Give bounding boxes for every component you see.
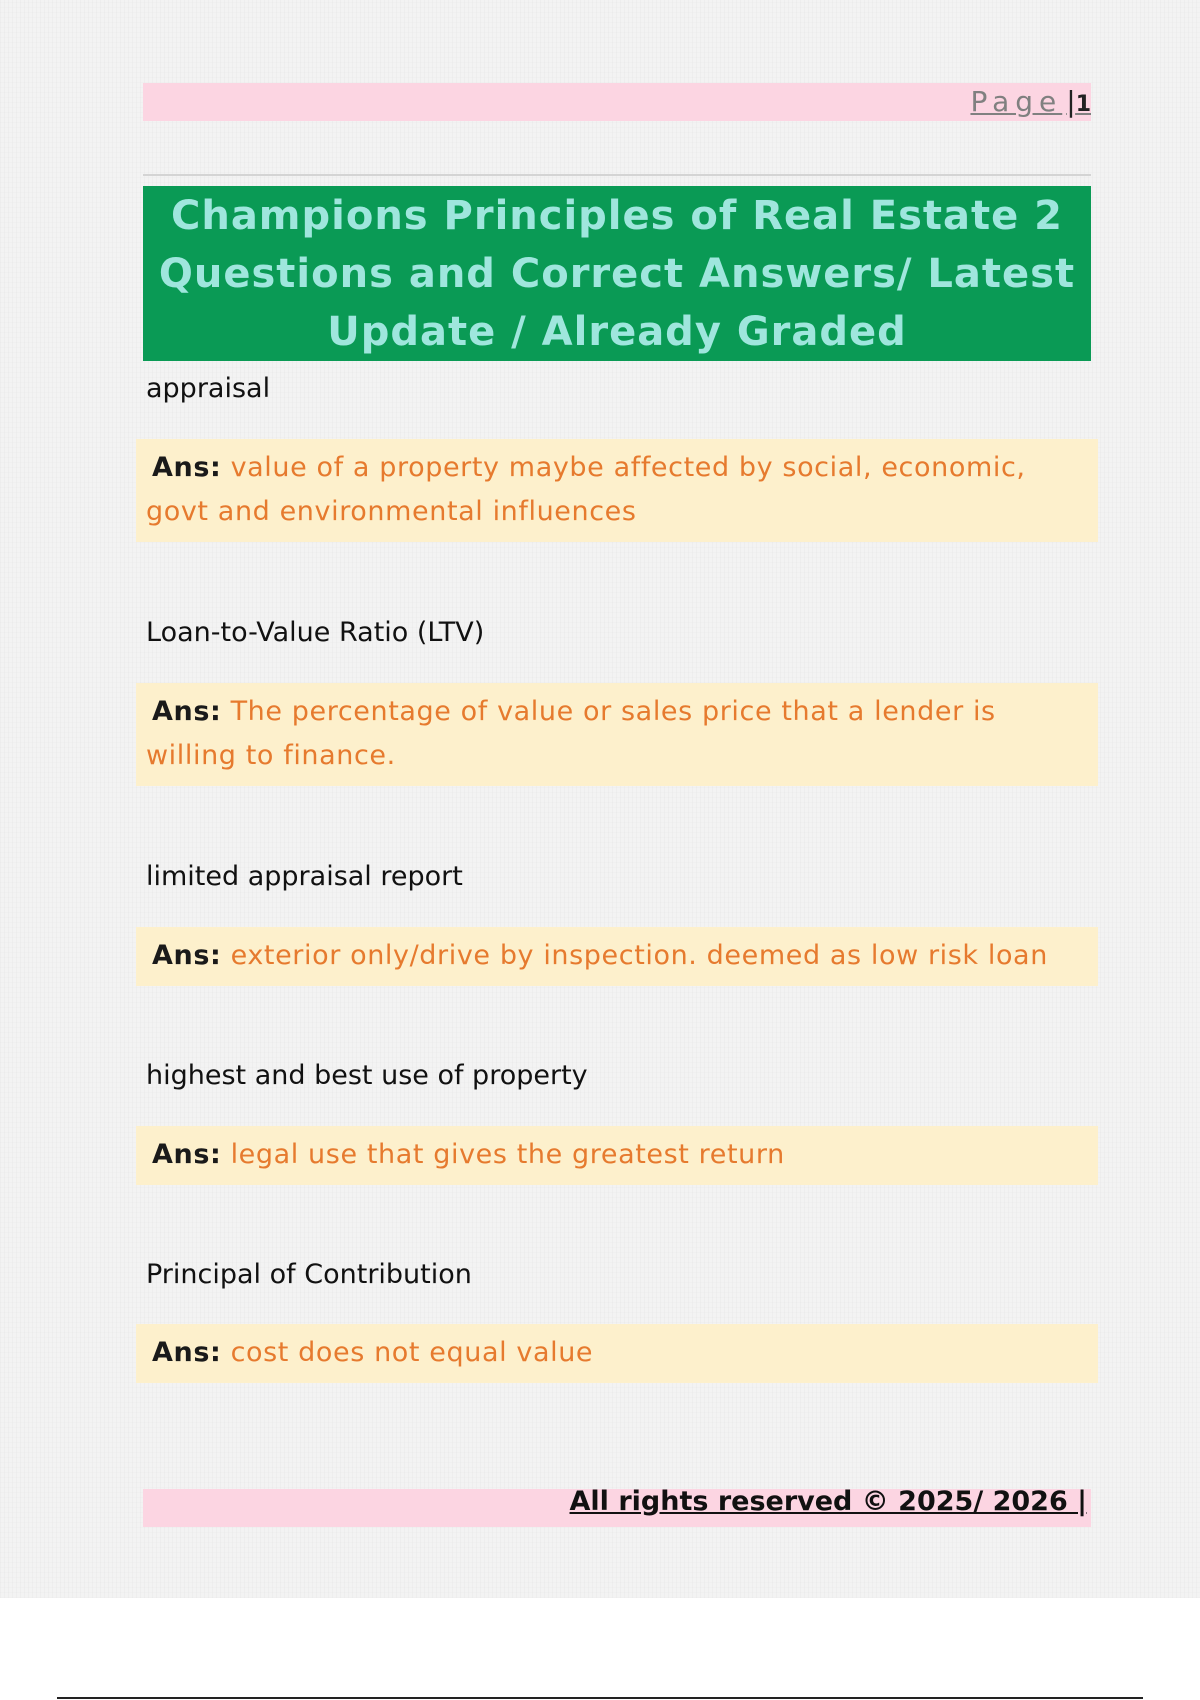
page-header-band [143, 83, 1091, 121]
page-footer-band [143, 1486, 1091, 1527]
question-text: Principal of Contribution [146, 1259, 472, 1290]
question-text: limited appraisal report [146, 861, 463, 892]
answer-text: legal use that gives the greatest return [230, 1139, 785, 1170]
question-text: appraisal [146, 373, 271, 404]
answer-box [136, 439, 1098, 542]
question-text: highest and best use of property [146, 1060, 588, 1091]
answer-box [136, 1324, 1098, 1383]
answer-text: value of a property maybe affected by social, economic, govt and environmental influences [146, 452, 1026, 527]
title-banner [143, 186, 1091, 361]
document-title: Champions Principles of Real Estate 2 Questions and Correct Answers/ Latest Update / Already Graded [158, 192, 1076, 355]
answer-label: Ans: [152, 452, 222, 483]
copyright-notice: All rights reserved © 2025/ 2026 | [569, 1486, 1087, 1517]
answer-label: Ans: [152, 1139, 222, 1170]
answer-box [136, 683, 1098, 786]
answer-box [136, 1126, 1098, 1185]
answer-text: cost does not equal value [230, 1337, 594, 1368]
bottom-divider [57, 1697, 1143, 1699]
page-separator: | [1066, 85, 1076, 118]
answer-text: The percentage of value or sales price that a lender is willing to finance. [146, 696, 996, 771]
answer-label: Ans: [152, 1337, 222, 1368]
answer-box [136, 927, 1098, 986]
header-divider [143, 174, 1091, 176]
page-word: Page [970, 85, 1063, 118]
page-number: 1 [1075, 92, 1091, 117]
answer-text: exterior only/drive by inspection. deemed as low risk loan [230, 940, 1048, 971]
answer-label: Ans: [152, 940, 222, 971]
page-number-label [970, 85, 1091, 118]
question-text: Loan-to-Value Ratio (LTV) [146, 617, 485, 648]
answer-label: Ans: [152, 696, 222, 727]
